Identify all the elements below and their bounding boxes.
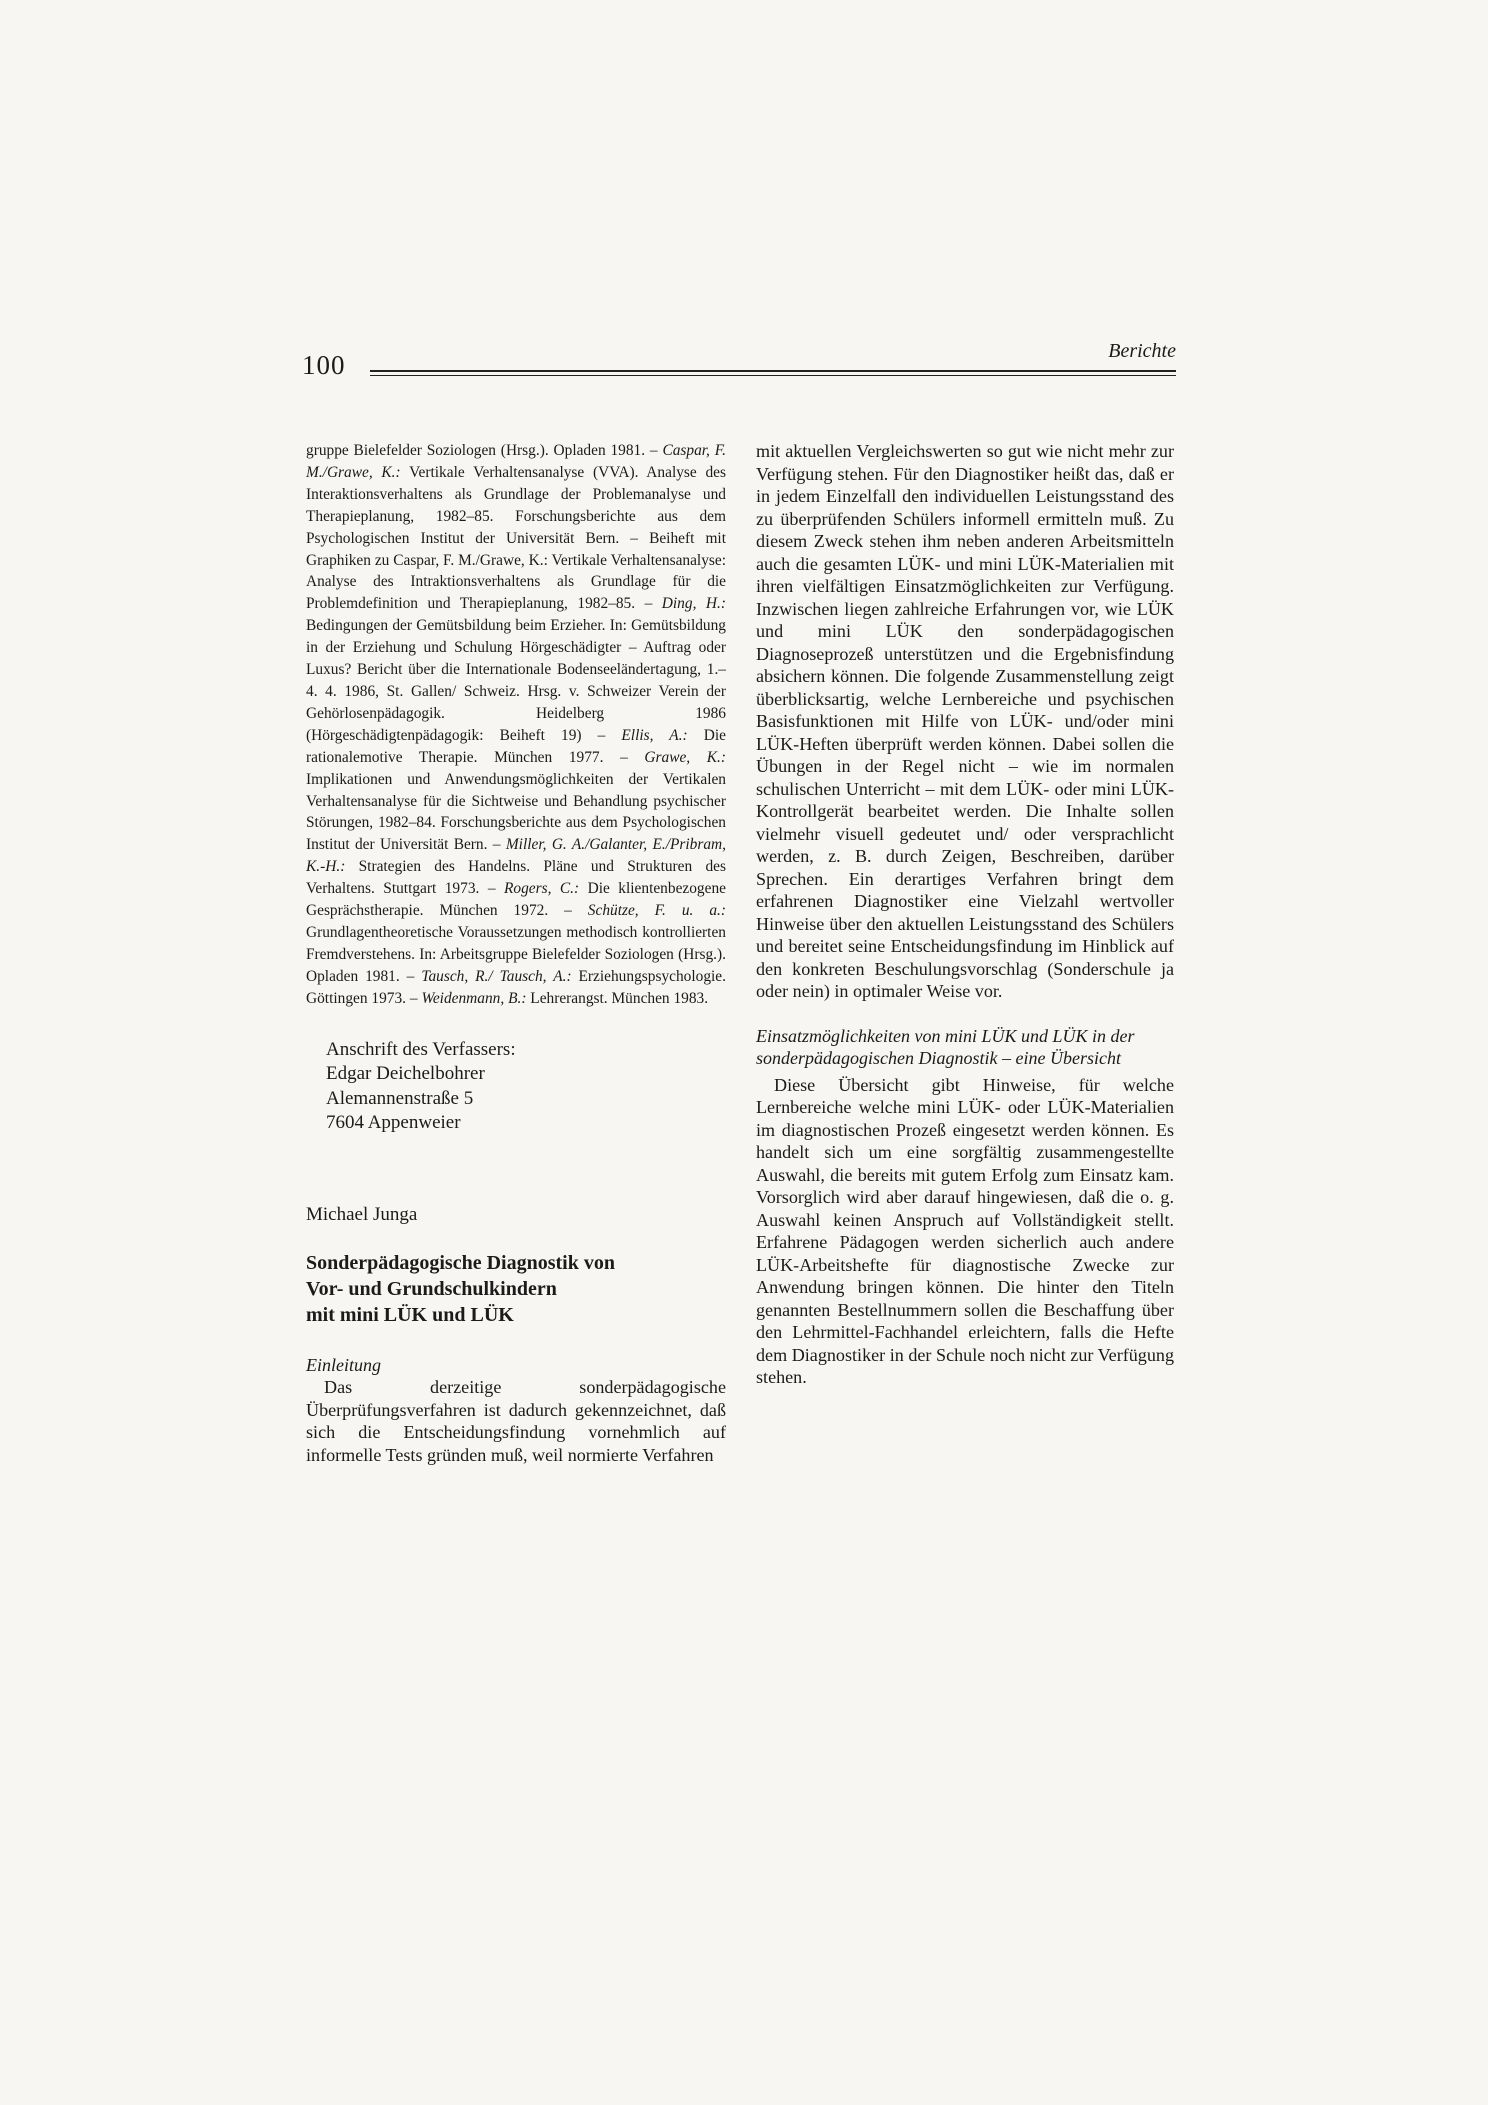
reference-text: Vertikale Verhaltensanalyse (VVA). Analyse des Interaktionsverhaltens als Grundlage der Problemanalyse und Therapieplanung, 1982–85. Forschungsberichte aus dem Psychologischen Institut der Universität Bern. – Beiheft mit Graphiken zu Caspar, F. M./Grawe, K.: Vertikale Verhaltensanalyse: Analyse des Intraktionsverhaltens als Grundlage für die Problemdefinition und Therapieplanung, 1982–85. – [306,463,726,613]
reference-text: Grundlagentheoretische Voraussetzungen methodisch kontrollierten Fremdverstehens. In: Arbeitsgruppe Bielefelder Soziologen (Hrsg.). Opladen 1981. – [306,923,726,985]
right-column [756,440,1174,1389]
address-street: Alemannenstraße 5 [326,1087,474,1109]
reference-author: Grawe, K.: [644,748,726,766]
section2-heading: Einsatzmöglichkeiten von mini LÜK und LÜK in der sonderpädagogischen Diagnostik – eine Übersicht [756,1025,1135,1068]
continued-paragraph: mit aktuellen Vergleichswerten so gut wie nicht mehr zur Verfügung stehen. Für den Diagnostiker heißt das, daß er in jedem Einzelfall den individuellen Leistungsstand des zu überprüfenden Schülers informell ermitteln muß. Zu diesem Zweck stehen ihm neben anderen Arbeitsmitteln auch die gesamten LÜK- und mini LÜK-Materialien mit ihren vielfältigen Einsatzmöglichkeiten zur Verfügung. Inzwischen liegen zahlreiche Erfahrungen vor, wie LÜK und mini LÜK den sonderpädagogischen Diagnoseprozeß unterstützen und die Ergebnisfindung absichern können. Die folgende Zusammenstellung zeigt überblicksartig, welche Lernbereiche und psychischen Basisfunktionen mit Hilfe von LÜK- und/oder mini LÜK-Heften überprüft werden können. Dabei sollen die Übungen in der Regel nicht – wie im normalen schulischen Unterricht – mit dem LÜK- oder mini LÜK-Kontrollgerät bearbeitet werden. Die Inhalte sollen vielmehr visuell gedeutet und/ oder versprachlicht werden, z. B. durch Zeigen, Beschreiben, darüber Sprechen. Ein derartiges Verfahren bringt dem erfahrenen Diagnostiker eine Vielzahl wertvoller Hinweise über den aktuellen Leistungsstand des Schülers und bereitet seine Entscheidungsfindung im Hinblick auf den konkreten Beschulungsvorschlag (Sonderschule ja oder nein) in optimaler Weise vor. [756,441,1174,1001]
page-number: 100 [302,350,346,380]
reference-text: Bedingungen der Gemütsbildung beim Erzieher. In: Gemütsbildung in der Erziehung und Schulung Hörgeschädigter – Auftrag oder Luxus? Bericht über die Internationale Bodenseeländertagung, 1.–4. 4. 1986, St. Gallen/ Schweiz. Hrsg. v. Schweizer Verein der Gehörlosenpädagogik. Heidelberg 1986 (Hörgeschädigtenpädagogik: Beiheft 19) – [306,617,726,744]
reference-author: Weidenmann, B.: [421,989,527,1007]
reference-text: Implikationen und Anwendungsmöglichkeiten der Vertikalen Verhaltensanalyse für die Sichtweise und Behandlung psychischer Störungen, 1982–84. Forschungsberichte aus dem Psychologischen Institut der Universität Bern. – [306,770,726,854]
reference-author: Schütze, F. u. a.: [587,902,726,920]
section2-paragraph: Diese Übersicht gibt Hinweise, für welche Lernbereiche welche mini LÜK- oder LÜK-Materialien im diagnostischen Prozeß eingesetzt werden können. Es handelt sich um eine sorgfältig zusammengestellte Auswahl, die bereits mit gutem Erfolg zum Einsatz kam. Vorsorglich wird aber darauf hingewiesen, daß die o. g. Auswahl keinen Anspruch auf Vollständigkeit stellt. Erfahrene Pädagogen werden sicherlich auch andere LÜK-Arbeitshefte für diagnostische Zwecke zur Anwendung bringen können. Die hinter den Titeln genannten Bestellnummern sollen die Beschaffung über den Lehrmittel-Fachhandel erleichtern, falls die Hefte dem Diagnostiker in der Schule noch nicht zur Verfügung stehen. [756,1074,1174,1387]
title-line: mit mini LÜK und LÜK [306,1303,514,1326]
page-header [302,340,1176,380]
article-author: Michael Junga [306,1203,418,1225]
left-column [306,440,726,1466]
reference-text: Strategien des Handelns. Pläne und Strukturen des Verhaltens. Stuttgart 1973. – [306,858,726,898]
intro-paragraph: Das derzeitige sonderpädagogische Überprüfungsverfahren ist dadurch gekennzeichnet, daß sich die Entscheidungsfindung vornehmlich auf informelle Tests gründen muß, weil normierte Verfahren [306,1377,726,1465]
reference-author: Ellis, A.: [621,726,688,744]
address-city: 7604 Appenweier [326,1112,461,1134]
reference-author: Miller, G. A./Galanter, E./Pribram, K.-H.: [306,836,726,876]
reference-author: Ding, H.: [661,595,726,613]
references-list [306,440,726,1010]
address-label: Anschrift des Verfassers: [326,1038,516,1060]
reference-text: Erziehungspsychologie. Göttingen 1973. – [306,967,726,1007]
intro-heading: Einleitung [306,1354,381,1375]
running-head: Berichte [1108,340,1176,362]
reference-author: Rogers, C.: [504,880,580,898]
article-title [306,1250,726,1328]
address-name: Edgar Deichelbohrer [326,1063,485,1085]
reference-author: Caspar, F. M./Grawe, K.: [306,442,726,481]
reference-author: Tausch, R./ Tausch, A.: [421,967,572,985]
title-line: Sonderpädagogische Diagnostik von [306,1251,615,1274]
header-rule-thin [370,375,1176,376]
reference-text: Die rationalemotive Therapie. München 1977. – [306,726,726,766]
author-address [326,1038,726,1136]
reference-text: gruppe Bielefelder Soziologen (Hrsg.). Opladen 1981. – [306,442,663,459]
title-line: Vor- und Grundschulkindern [306,1277,557,1300]
reference-text: Lehrerangst. München 1983. [526,989,709,1007]
header-rule [370,370,1176,372]
reference-text: Die klientenbezogene Gesprächstherapie. München 1972. – [306,880,726,920]
